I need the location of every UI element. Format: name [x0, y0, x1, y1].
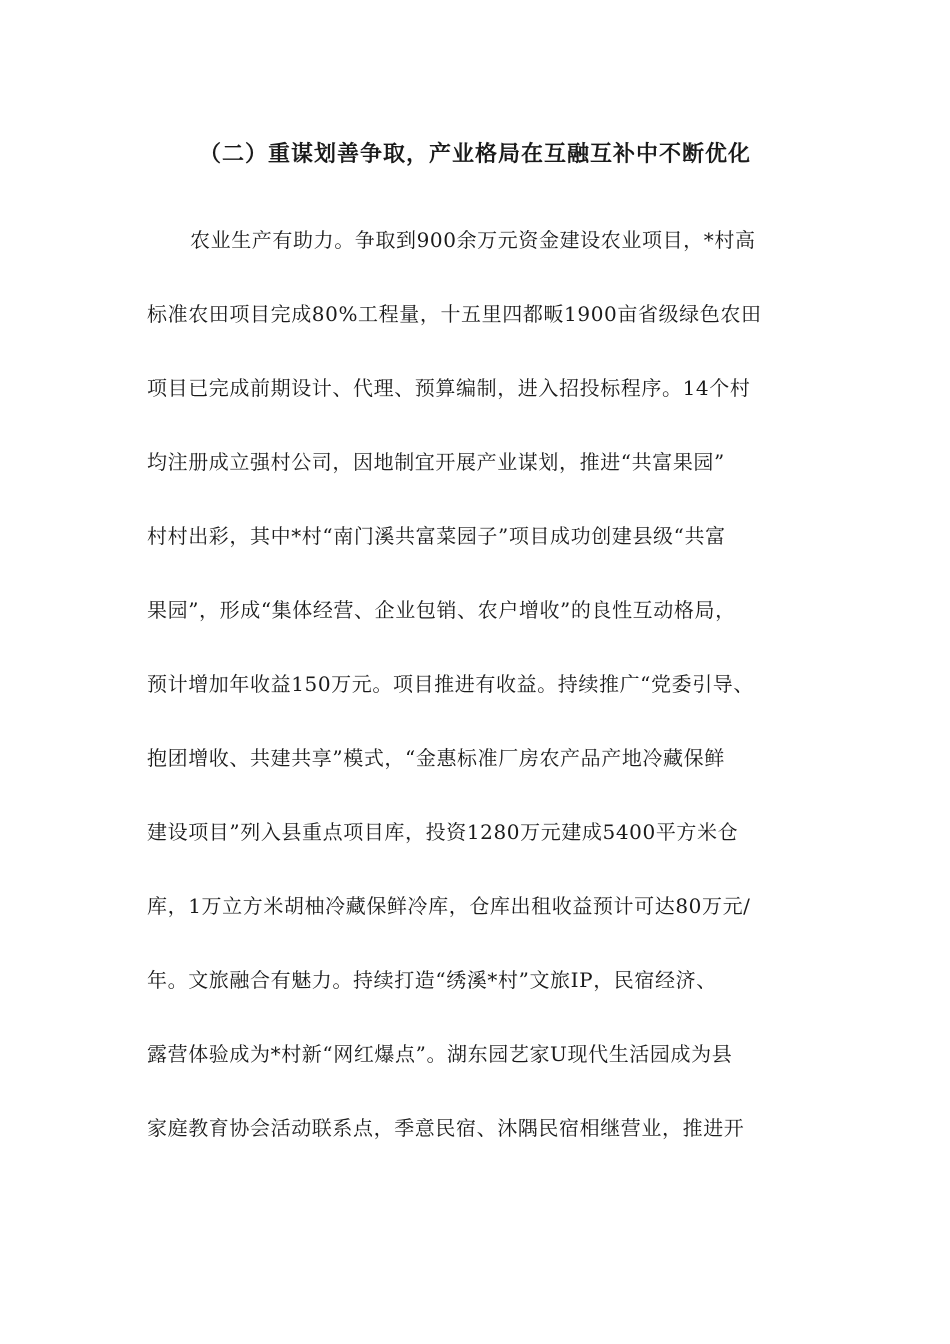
paragraph-line: 村村出彩，其中*村“南门溪共富菜园子”项目成功创建县级“共富 [147, 524, 726, 548]
paragraph-line: 标准农田项目完成80%工程量，十五里四都畈1900亩省级绿色农田 [147, 302, 762, 326]
paragraph-line: 建设项目”列入县重点项目库，投资1280万元建成5400平方米仓 [147, 820, 739, 844]
section-heading: （二）重谋划善争取，产业格局在互融互补中不断优化 [198, 141, 751, 167]
paragraph-line: 均注册成立强村公司，因地制宜开展产业谋划，推进“共富果园” [147, 450, 725, 474]
paragraph-line: 家庭教育协会活动联系点，季意民宿、沐隅民宿相继营业，推进开 [147, 1116, 745, 1140]
paragraph-line: 抱团增收、共建共享”模式，“金惠标准厂房农产品产地冷藏保鲜 [147, 746, 725, 770]
paragraph-line: 露营体验成为*村新“网红爆点”。湖东园艺家U现代生活园成为县 [147, 1042, 733, 1066]
paragraph-line: 预计增加年收益150万元。项目推进有收益。持续推广“党委引导、 [147, 672, 754, 696]
paragraph-line: 库，1万立方米胡柚冷藏保鲜冷库，仓库出租收益预计可达80万元/ [147, 894, 751, 918]
paragraph-line: 年。文旅融合有魅力。持续打造“绣溪*村”文旅IP，民宿经济、 [147, 968, 717, 992]
paragraph-line: 农业生产有助力。争取到900余万元资金建设农业项目，*村高 [190, 228, 756, 252]
paragraph-line: 果园”，形成“集体经营、企业包销、农户增收”的良性互动格局， [147, 598, 736, 622]
paragraph-line: 项目已完成前期设计、代理、预算编制，进入招投标程序。14个村 [147, 376, 751, 400]
